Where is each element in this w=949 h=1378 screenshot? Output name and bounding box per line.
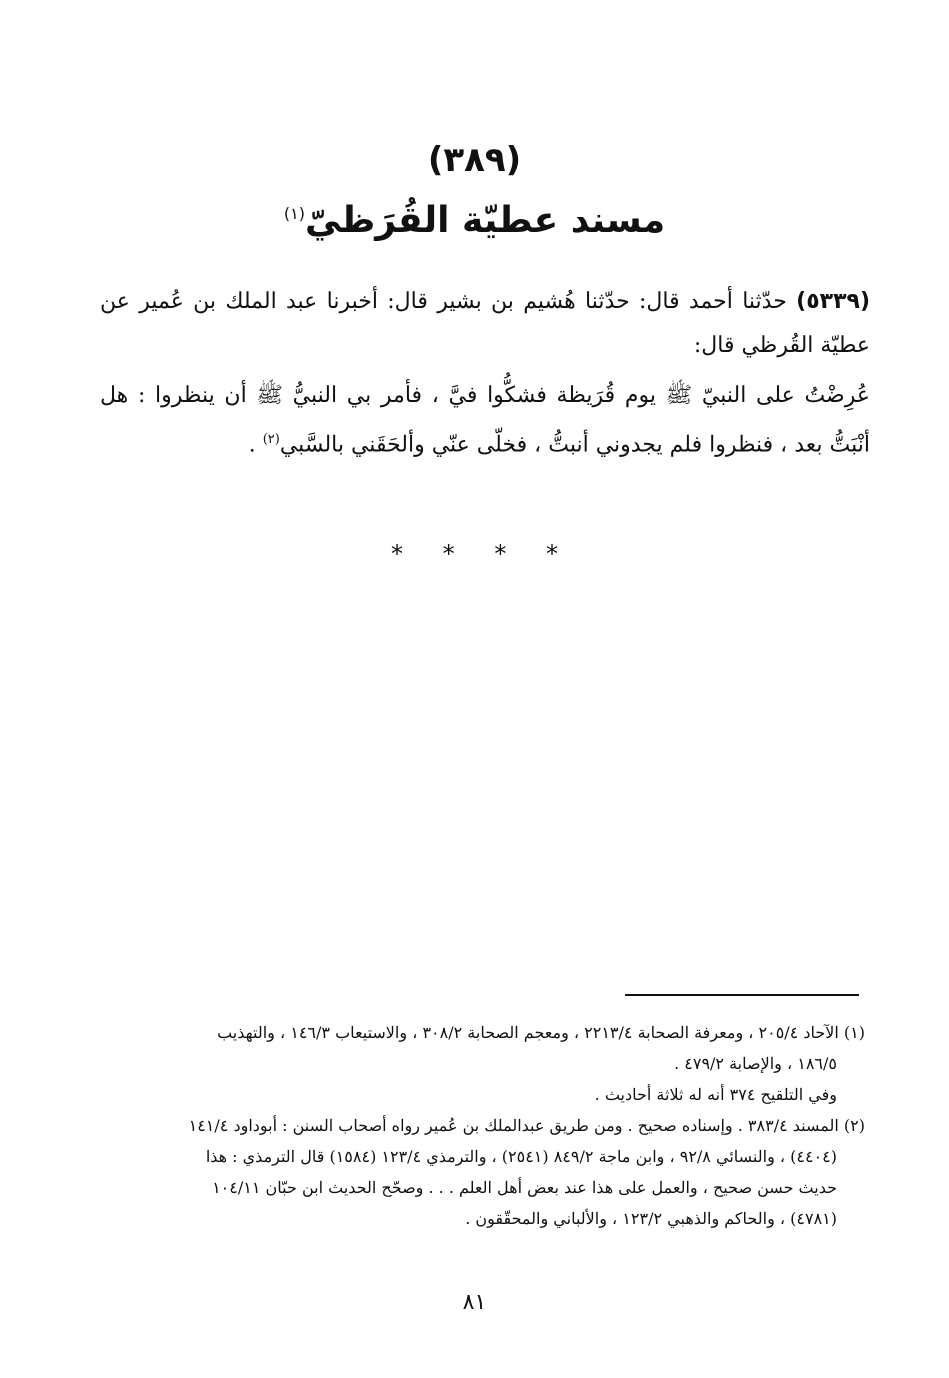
page-number: ٨١ [462,1290,487,1315]
section-separator [0,540,949,568]
footnote-1-line-1: (١) الآحاد ٢٠٥/٤ ، ومعرفة الصحابة ٢٢١٣/٤ ، ومعجم الصحابة ٣٠٨/٢ ، والاستيعاب ١٤٦/٣ ، والتهذيب [217,1023,865,1042]
hadith-number: (٥٣٣٩) [796,289,870,314]
footnotes [95,1017,865,1234]
footnote-1-line-2: ١٨٦/٥ ، والإصابة ٤٧٩/٢ . [674,1054,837,1073]
chapter-title-text: مسند عطيّة القُرَظيّ [304,200,666,241]
footnote-divider [625,994,859,996]
separator-star: * [391,540,404,568]
matn-end: . [248,432,263,458]
isnad-text: حدّثنا أحمد قال: حدّثنا هُشيم بن بشير قال: أخبرنا عبد الملك بن عُمير عن عطيّة القُرظي قال: [100,289,870,358]
footnote-marker-2: (٢) [262,432,280,447]
matn-paragraph [100,374,870,467]
separator-star: * [442,540,455,568]
footnote-2-line-1: (٢) المسند ٣٨٣/٤ . وإسناده صحيح . ومن طريق عبدالملك بن عُمير رواه أصحاب السنن : أبوداود ١٤١/٤ [188,1116,865,1135]
chapter-number: (٣٨٩) [427,140,522,180]
separator-star: * [494,540,507,568]
chapter-title [0,200,949,241]
separator-star: * [545,540,558,568]
footnote-marker-1: (١) [283,204,305,223]
footnote-1-line-3: وفي التلقيح ٣٧٤ أنه له ثلاثة أحاديث . [594,1085,837,1104]
footnote-2-line-3: حديث حسن صحيح ، والعمل على هذا عند بعض أهل العلم . . . وصحّح الحديث ابن حبّان ١٠٤/١١ [212,1178,837,1197]
isnad-paragraph [100,280,870,368]
matn-text: عُرِضْتُ على النبيّ ﷺ يوم قُرَيظة فشكُّوا فيَّ ، فأمر بي النبيُّ ﷺ أن ينظروا : هل أنْبَتُّ بعد ، فنظروا فلم يجدوني أنبتُّ ، فخلّى عنّي وألحَقَني بالسَّبي [100,383,870,458]
footnote-2-line-2: (٤٤٠٤) ، والنسائي ٩٢/٨ ، وابن ماجة ٨٤٩/٢ (٢٥٤١) ، والترمذي ١٢٣/٤ (١٥٨٤) قال الترمذي : هذا [205,1147,837,1166]
footnote-2-line-4: (٤٧٨١) ، والحاكم والذهبي ١٢٣/٢ ، والألباني والمحقّقون . [465,1209,837,1228]
hadith-body [100,280,870,467]
